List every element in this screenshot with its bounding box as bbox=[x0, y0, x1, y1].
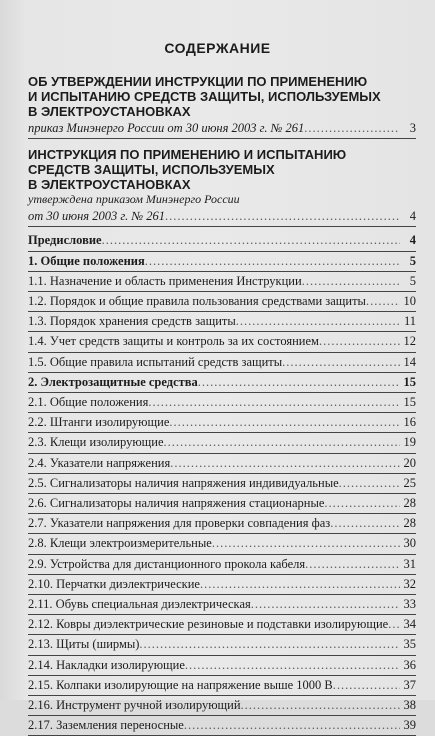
page-number: 34 bbox=[403, 617, 416, 632]
leader-dots bbox=[148, 393, 400, 412]
toc-entry[interactable] bbox=[28, 272, 416, 292]
toc-entry[interactable] bbox=[28, 413, 416, 433]
toc-entries bbox=[28, 231, 416, 736]
section-instruction bbox=[28, 147, 416, 227]
toc-entry[interactable] bbox=[28, 373, 416, 393]
leader-dots bbox=[302, 272, 400, 291]
leader-dots bbox=[339, 474, 400, 493]
page-number: 3 bbox=[409, 121, 416, 135]
page-number: 31 bbox=[403, 556, 416, 571]
toc-entry[interactable] bbox=[28, 615, 416, 635]
toc-entry[interactable] bbox=[28, 514, 416, 534]
toc-entry-text: 2.15. Колпаки изолирующие на напряжение выше 1000 В bbox=[28, 677, 333, 692]
toc-entry-text: 2.4. Указатели напряжения bbox=[28, 455, 171, 470]
page-number: 15 bbox=[403, 374, 416, 389]
page-number: 14 bbox=[403, 354, 416, 369]
page-number: 15 bbox=[403, 395, 416, 410]
leader-dots bbox=[366, 292, 400, 311]
toc-entry[interactable] bbox=[28, 312, 416, 332]
page-number: 20 bbox=[403, 455, 416, 470]
toc-entry-text: 1.1. Назначение и область применения Инструкции bbox=[28, 273, 302, 288]
instruction-date-text: от 30 июня 2003 г. № 261 bbox=[28, 209, 165, 224]
toc-entry[interactable] bbox=[28, 332, 416, 352]
page-number: 36 bbox=[403, 657, 416, 672]
page-number: 4 bbox=[409, 233, 416, 248]
leader-dots bbox=[333, 676, 400, 695]
toc-entry-text: 1.3. Порядок хранения средств защиты bbox=[28, 314, 236, 329]
toc-entry[interactable] bbox=[28, 454, 416, 474]
toc-entry-text: 1. Общие положения bbox=[28, 253, 145, 268]
toc-title: СОДЕРЖАНИЕ bbox=[164, 40, 271, 56]
page-number: 25 bbox=[403, 475, 416, 490]
leader-dots bbox=[282, 353, 400, 372]
instruction-heading-line-1: ИНСТРУКЦИЯ ПО ПРИМЕНЕНИЮ И ИСПЫТАНИЮ bbox=[28, 147, 347, 163]
toc-entry-text: 2.11. Обувь специальная диэлектрическая bbox=[28, 597, 251, 612]
toc-entry-text: 2.12. Ковры диэлектрические резиновые и подставки изолирующие bbox=[28, 617, 389, 632]
decree-heading-line-2: И ИСПЫТАНИЮ СРЕДСТВ ЗАЩИТЫ, ИСПОЛЬЗУЕМЫХ bbox=[28, 89, 381, 104]
leader-dots bbox=[164, 433, 400, 452]
page-number: 10 bbox=[403, 294, 416, 309]
toc-entry[interactable] bbox=[28, 393, 416, 413]
instruction-date-row[interactable] bbox=[28, 207, 416, 227]
leader-dots bbox=[305, 555, 400, 574]
table-of-contents bbox=[28, 74, 416, 736]
toc-entry-text: 2.16. Инструмент ручной изолирующий bbox=[28, 698, 241, 713]
page-number: 19 bbox=[403, 435, 416, 450]
toc-entry[interactable] bbox=[28, 595, 416, 615]
toc-entry-text: 2.7. Указатели напряжения для проверки совпадения фаз bbox=[28, 516, 331, 531]
toc-entry-text: 2.17. Заземления переносные bbox=[28, 718, 184, 733]
toc-entry[interactable] bbox=[28, 534, 416, 554]
leader-dots bbox=[388, 615, 400, 634]
toc-entry-text: 1.4. Учет средств защиты и контроль за их состоянием bbox=[28, 334, 319, 349]
decree-order-text: приказ Минэнерго России от 30 июня 2003 г. № 261 bbox=[28, 121, 305, 135]
toc-entry[interactable] bbox=[28, 433, 416, 453]
leader-dots bbox=[102, 231, 400, 250]
toc-entry-text: 2.5. Сигнализаторы наличия напряжения индивидуальные bbox=[28, 475, 339, 490]
toc-entry[interactable] bbox=[28, 231, 416, 251]
toc-entry[interactable] bbox=[28, 656, 416, 676]
toc-entry[interactable] bbox=[28, 292, 416, 312]
toc-entry-text: 2.3. Клещи изолирующие bbox=[28, 435, 164, 450]
toc-entry-text: Предисловие bbox=[28, 233, 102, 248]
toc-entry[interactable] bbox=[28, 353, 416, 373]
leader-dots bbox=[319, 332, 400, 351]
toc-entry[interactable] bbox=[28, 252, 416, 272]
toc-entry-text: 2.8. Клещи электроизмерительные bbox=[28, 536, 212, 551]
page-number: 5 bbox=[409, 273, 416, 288]
leader-dots bbox=[200, 575, 400, 594]
leader-dots bbox=[139, 635, 400, 654]
toc-entry[interactable] bbox=[28, 676, 416, 696]
page-number: 33 bbox=[403, 597, 416, 612]
decree-order-row[interactable] bbox=[28, 119, 416, 139]
page-number: 39 bbox=[403, 718, 416, 733]
leader-dots bbox=[241, 696, 400, 715]
page-number: 32 bbox=[403, 576, 416, 591]
leader-dots bbox=[330, 514, 400, 533]
toc-entry[interactable] bbox=[28, 575, 416, 595]
instruction-heading-line-2: СРЕДСТВ ЗАЩИТЫ, ИСПОЛЬЗУЕМЫХ bbox=[28, 162, 275, 178]
toc-entry-text: 2.1. Общие положения bbox=[28, 395, 149, 410]
leader-dots bbox=[304, 119, 400, 138]
leader-dots bbox=[198, 373, 400, 392]
page-number: 5 bbox=[409, 253, 416, 268]
toc-entry[interactable] bbox=[28, 696, 416, 716]
page-number: 28 bbox=[403, 496, 416, 511]
leader-dots bbox=[251, 595, 400, 614]
toc-entry-text: 2.9. Устройства для дистанционного прокола кабеля bbox=[28, 556, 306, 571]
instruction-approved: утверждена приказом Минэнерго России bbox=[28, 192, 240, 207]
page-number: 37 bbox=[403, 677, 416, 692]
page-number: 16 bbox=[403, 415, 416, 430]
leader-dots bbox=[212, 534, 400, 553]
leader-dots bbox=[236, 312, 400, 331]
leader-dots bbox=[165, 207, 400, 226]
leader-dots bbox=[185, 656, 400, 675]
page-number: 4 bbox=[409, 209, 416, 224]
toc-entry[interactable] bbox=[28, 555, 416, 575]
toc-entry-text: 2. Электрозащитные средства bbox=[28, 374, 198, 389]
leader-dots bbox=[324, 494, 400, 513]
page-number: 35 bbox=[403, 637, 416, 652]
instruction-heading-line-3: В ЭЛЕКТРОУСТАНОВКАХ bbox=[28, 177, 191, 193]
toc-entry[interactable] bbox=[28, 494, 416, 514]
page-number: 11 bbox=[403, 314, 416, 329]
leader-dots bbox=[170, 454, 400, 473]
toc-entry[interactable] bbox=[28, 635, 416, 655]
toc-entry-text: 2.13. Щиты (ширмы) bbox=[28, 637, 140, 652]
page-number: 28 bbox=[403, 516, 416, 531]
toc-entry[interactable] bbox=[28, 716, 416, 736]
page-number: 12 bbox=[403, 334, 416, 349]
leader-dots bbox=[145, 252, 400, 271]
page-number: 30 bbox=[403, 536, 416, 551]
decree-heading-line-3: В ЭЛЕКТРОУСТАНОВКАХ bbox=[28, 104, 191, 119]
leader-dots bbox=[184, 716, 400, 735]
leader-dots bbox=[169, 413, 400, 432]
toc-entry-text: 2.6. Сигнализаторы наличия напряжения стационарные bbox=[28, 496, 325, 511]
toc-entry[interactable] bbox=[28, 474, 416, 494]
toc-entry-text: 2.2. Штанги изолирующие bbox=[28, 415, 170, 430]
toc-entry-text: 2.14. Накладки изолирующие bbox=[28, 657, 185, 672]
toc-entry-text: 2.10. Перчатки диэлектрические bbox=[28, 576, 200, 591]
toc-entry-text: 1.5. Общие правила испытаний средств защиты bbox=[28, 354, 283, 369]
decree-heading-line-1: ОБ УТВЕРЖДЕНИИ ИНСТРУКЦИИ ПО ПРИМЕНЕНИЮ bbox=[28, 74, 368, 89]
section-decree bbox=[28, 74, 416, 139]
page-number: 38 bbox=[403, 698, 416, 713]
toc-entry-text: 1.2. Порядок и общие правила пользования средствами защиты bbox=[28, 294, 366, 309]
